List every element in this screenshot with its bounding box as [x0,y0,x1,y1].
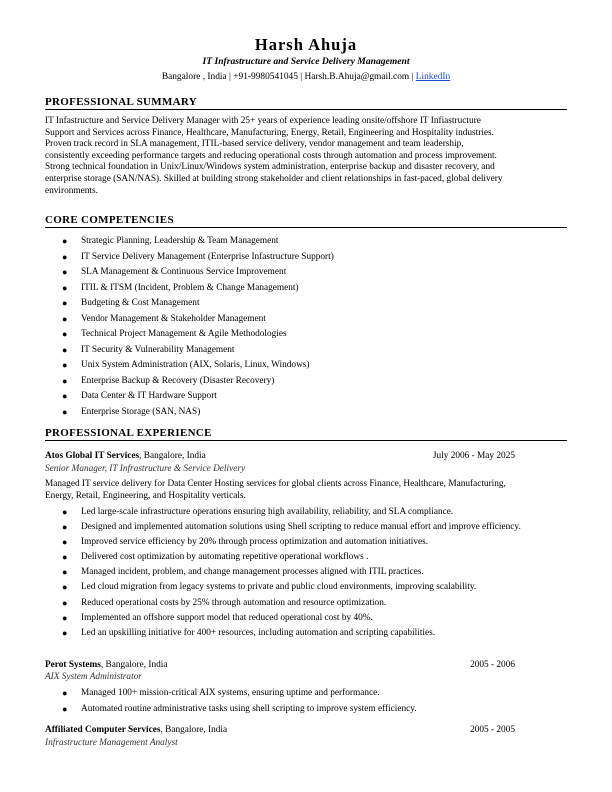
job-intro-line: Energy, Retail, Engineering, and Hospitality verticals. [45,490,246,501]
bullet-icon: ● [62,375,68,386]
bullet-icon: ● [62,627,68,638]
job-header-atos [45,451,515,463]
job-intro-line: Managed IT service delivery for Data Center Hosting services for global clients across Finance, Healthcare, Manufacturing, [45,479,506,489]
summary-line: Strong technical foundation in Unix/Linux/Windows system administration, enterprise backup and disaster recovery, and [45,162,495,173]
list-item: ● IT Service Delivery Management (Enterprise Infastructure Support) [62,251,334,262]
company-name: Perot Systems [45,660,101,670]
list-item: ● Implemented an offshore support model that reduced operational cost by 40%. [62,612,373,623]
summary-line: Proven track record in SLA management, ITIL-based service delivery, vendor management and team leadership, [45,139,464,150]
summary-line: Support and Services across Finance, Healthcare, Manufacturing, Energy, Retail, Engineering and Hospitality industries. [45,127,494,138]
list-item: ● Reduced operational costs by 25% through automation and resource optimization. [62,597,387,608]
job-dates: 2005 - 2005 [470,725,515,735]
candidate-name: Harsh Ahuja [254,35,358,54]
list-item: ● Budgeting & Cost Management [62,298,200,308]
job-dates: July 2006 - May 2025 [432,451,515,461]
separator: | [229,72,231,82]
bullet-icon: ● [62,313,68,324]
bullet-icon: ● [62,703,68,714]
bullet-icon: ● [62,612,68,623]
separator: | [411,72,414,82]
competencies-list [45,236,567,422]
bullet-icon: ● [62,552,68,563]
bullet-icon: ● [62,507,68,517]
bullet-icon: ● [62,344,68,355]
list-item: ● Enterprise Backup & Recovery (Disaster Recovery) [62,375,275,386]
summary-line: enterprise storage (SAN/NAS). Skilled at building strong stakeholder and client relationships in fast-paced, global delivery [45,173,503,184]
summary-line: consistently exceeding performance targets and reducing operational costs through automation and process improvement. [45,150,497,161]
list-item: ● Strategic Planning, Leadership & Team Management [62,236,279,246]
section-heading-summary: PROFESSIONAL SUMMARY [45,96,567,110]
list-item: ● Led cloud migration from legacy systems to private and public cloud environments, improving scalability. [62,582,477,593]
headline: IT Infrastructure and Service Delivery Management [202,56,410,67]
list-item: ● Unix System Administration (AIX, Solaris, Linux, Windows) [62,360,310,370]
contact-line [45,72,567,82]
list-item: ● Led an upskilling initiative for 400+ resources, including automation and scripting capabilities. [62,627,436,638]
bullet-icon: ● [62,688,68,698]
job-header-perot [45,660,515,672]
list-item: ● Managed incident, problem, and change management processes aligned with ITIL practices. [62,567,424,578]
list-item: ● Designed and implemented automation solutions using Shell scripting to reduce manual effort and improve efficiency. [62,522,521,533]
bullet-icon: ● [62,537,68,548]
job-dates: 2005 - 2006 [470,660,515,670]
list-item: ● Delivered cost optimization by automating repetitive operational workflows . [62,552,369,563]
list-item: ● Automated routine administrative tasks using shell scripting to improve system efficiency. [62,703,417,714]
section-heading-competencies: CORE COMPETENCIES [45,214,567,228]
list-item: ● Improved service efficiency by 20% through process optimization and automation initiatives. [62,537,429,548]
company-name: Atos Global IT Services [45,451,140,461]
summary-line: environments. [45,185,98,196]
job-intro [45,479,567,502]
list-item: ● Vendor Management & Stakeholder Management [62,313,266,324]
list-item: ● ITIL & ITSM (Incident, Problem & Change Management) [62,282,299,293]
bullet-icon: ● [62,582,68,593]
list-item: ● SLA Management & Continuous Service Improvement [62,267,287,277]
list-item: ● Managed 100+ mission-critical AIX systems, ensuring uptime and performance. [62,688,380,698]
job-bullets-atos [45,507,535,643]
bullet-icon: ● [62,267,68,277]
bullet-icon: ● [62,298,68,308]
job-location: , Bangalore, India [160,725,228,735]
section-heading-experience: PROFESSIONAL EXPERIENCE [45,427,567,441]
linkedin-link[interactable]: LinkedIn [415,72,451,82]
location: Bangalore , India [161,72,227,82]
phone: +91-9980541045 [233,72,298,82]
job-location: , Bangalore, India [100,660,168,670]
bullet-icon: ● [62,329,68,339]
job-location: , Bangalore, India [139,451,206,461]
list-item: ● Led large-scale infrastructure operations ensuring high availability, reliability, and SLA compliance. [62,507,454,517]
bullet-icon: ● [62,282,68,293]
bullet-icon: ● [62,251,68,262]
bullet-icon: ● [62,236,68,246]
list-item: ● Enterprise Storage (SAN, NAS) [62,406,201,417]
summary-line: IT Infastructure and Service Delivery Manager with 25+ years of experience leading onsite/offshore IT Infiastructure [45,116,481,126]
job-role: Infrastructure Management Analyst [45,738,178,748]
job-bullets-perot [45,688,535,719]
list-item: ● Data Center & IT Hardware Support [62,391,217,401]
bullet-icon: ● [62,522,68,533]
job-role: Senior Manager, IT Infrastructure & Service Delivery [45,464,246,474]
email: Harsh.B.Ahuja@gmail.com [304,72,410,82]
bullet-icon: ● [62,406,68,417]
job-role: AIX System Administrator [45,672,142,682]
company-name: Affiliated Computer Services [45,725,161,735]
bullet-icon: ● [62,597,68,608]
job-header-acs [45,725,515,737]
summary-paragraph [45,116,567,197]
bullet-icon: ● [62,360,68,370]
list-item: ● IT Security & Vulnerability Management [62,344,235,355]
bullet-icon: ● [62,567,68,578]
list-item: ● Technical Project Management & Agile Methodologies [62,329,287,339]
separator: | [300,72,303,82]
bullet-icon: ● [62,391,68,401]
